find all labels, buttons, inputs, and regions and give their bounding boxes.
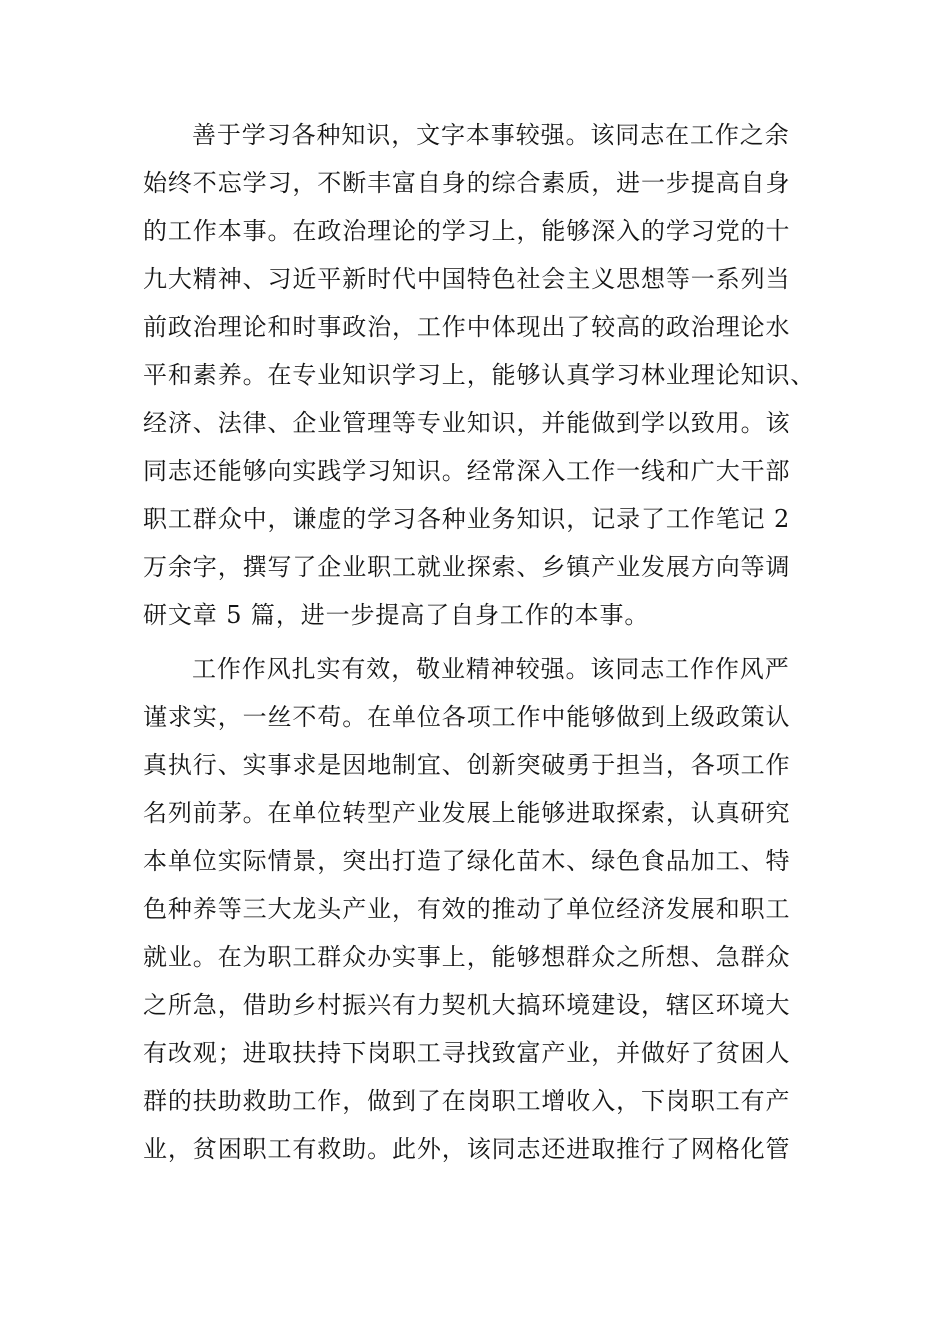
paragraph-1-line-9: 职工群众中，谦虚的学习各种业务知识，记录了工作笔记 2 [143, 505, 791, 533]
paragraph-2-line-3: 真执行、实事求是因地制宜、创新突破勇于担当，各项工作 [143, 751, 791, 779]
paragraph-2-line-10: 群的扶助救助工作，做到了在岗职工增收入，下岗职工有产 [143, 1087, 791, 1115]
paragraph-2-line-4: 名列前茅。在单位转型产业发展上能够进取探索，认真研究 [143, 799, 791, 827]
paragraph-1-line-8: 同志还能够向实践学习知识。经常深入工作一线和广大干部 [143, 457, 791, 485]
paragraph-2-line-7: 就业。在为职工群众办实事上，能够想群众之所想、急群众 [143, 943, 791, 971]
paragraph-2-line-5: 本单位实际情景，突出打造了绿化苗木、绿色食品加工、特 [143, 847, 791, 875]
paragraph-2-line-1: 工作作风扎实有效，敬业精神较强。该同志工作作风严 [192, 655, 790, 683]
paragraph-1-line-5: 前政治理论和时事政治，工作中体现出了较高的政治理论水 [143, 313, 791, 341]
paragraph-2-line-8: 之所急，借助乡村振兴有力契机大搞环境建设，辖区环境大 [143, 991, 791, 1019]
paragraph-1-line-6: 平和素养。在专业知识学习上，能够认真学习林业理论知识、 [143, 361, 816, 389]
paragraph-1-line-2: 始终不忘学习，不断丰富自身的综合素质，进一步提高自身 [143, 169, 791, 197]
paragraph-1-line-11: 研文章 5 篇，进一步提高了自身工作的本事。 [143, 601, 650, 629]
paragraph-1-line-10: 万余字，撰写了企业职工就业探索、乡镇产业发展方向等调 [143, 553, 791, 581]
paragraph-2-line-9: 有改观；进取扶持下岗职工寻找致富产业，并做好了贫困人 [143, 1039, 791, 1067]
paragraph-1-line-1: 善于学习各种知识，文字本事较强。该同志在工作之余 [192, 121, 790, 149]
paragraph-1-line-4: 九大精神、习近平新时代中国特色社会主义思想等一系列当 [143, 265, 791, 293]
paragraph-2-line-11: 业，贫困职工有救助。此外，该同志还进取推行了网格化管 [143, 1135, 791, 1163]
paragraph-2-line-2: 谨求实，一丝不苟。在单位各项工作中能够做到上级政策认 [143, 703, 791, 731]
paragraph-1-line-7: 经济、法律、企业管理等专业知识，并能做到学以致用。该 [143, 409, 791, 437]
paragraph-1-line-3: 的工作本事。在政治理论的学习上，能够深入的学习党的十 [143, 217, 791, 245]
paragraph-2-line-6: 色种养等三大龙头产业，有效的推动了单位经济发展和职工 [143, 895, 791, 923]
